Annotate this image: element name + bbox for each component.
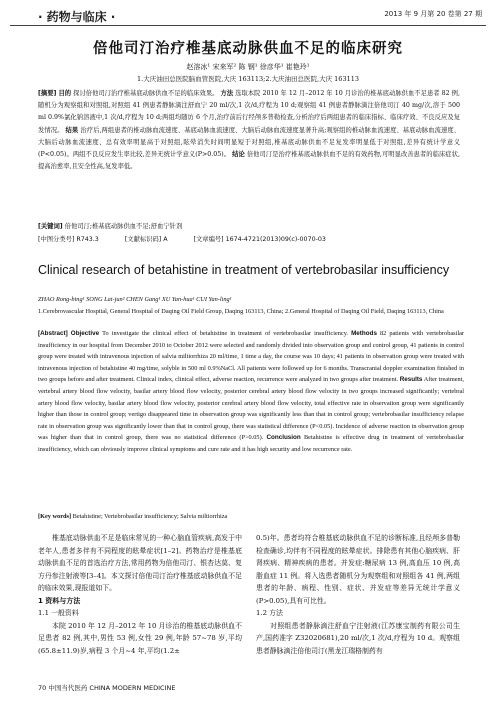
- section-heading: 1 资料与方法: [38, 596, 81, 605]
- en-conclusion-text: Betahistine is effective drug in treatment of vertebrobasilar insufficiency, which can obviously improve clinical symptoms and cure rate and it has high security and low recurrence rate.: [38, 434, 464, 453]
- en-abstract-label: [Abstract]: [38, 330, 68, 337]
- en-conclusion-label: Conclusion: [266, 434, 301, 442]
- english-abstract: [38, 328, 464, 456]
- chinese-keywords: [38, 221, 460, 230]
- abstract-label: [摘要]: [38, 90, 57, 97]
- subsection-heading: 1.2 方法: [256, 609, 283, 617]
- en-methods-text: 82 patients with vertebrobasilar insufficiency in our hospital from December 2010 to October 2012 were selected and randomly divided into observation group and control group, 41 patients in control group were treated with intravenous injection of salvia miltiorrhiza 20 ml/time, 1 time a day, the course was 10 days; 41 patients in observation group were treated with intravenous injection of betahistine 40 mg/time, solyble in 500 ml 0.9%NaCl. All patients were followed up for 6 months. Transcranial doppler examination finished in two groups before and after treatment. Clinical index, clinical effect, adverse reaction, recurrence were analyzed in two groups after treatment.: [38, 330, 464, 384]
- issue-info: 2013 年 9 月第 20 卷第 27 期: [384, 10, 482, 18]
- en-methods-label: Methods: [351, 330, 377, 337]
- result-text: 治疗后,两组患者的椎动脉血流速度、基底动脉血流速度、大脑后动脉血流速度显著升高;观察组的椎动脉血流速度、基底动脉血流速度、大脑后动脉血流速度、总有效率明显高于对照组,眩晕消失时间明显短于对照组,椎基底动脉供血不足复发率明显低于对照组,差异有统计学意义(P<0.05)。两组不良反应发生率比较,差异无统计学意义(P>0.05)。: [38, 126, 461, 159]
- document-code: [文献标识码] A: [124, 236, 168, 243]
- result-label: 结果: [65, 126, 79, 134]
- body-paragraph: 对照组患者静脉滴注舒血宁注射液(江苏康宝制药有限公司生产,国药准字 Z32020681),20 ml/次,1 次/d,疗程为 10 d。观察组患者静脉滴注倍他司汀(黑龙江瑞格制药有: [256, 621, 460, 655]
- clc-number: [中图分类号] R743.3: [38, 236, 99, 243]
- method-text: 选取本院 2010 年 12 月–2012 年 10 月诊治的椎基底动脉供血不足患者 82 例,随机分为观察组和对照组,对照组 41 例患者静脉滴注舒血宁 20 ml/次,1 次/d,疗程为 10 d;观察组 41 例患者静脉滴注倍他司汀 40 mg/次,溶于 500 ml 0.9%氯化钠溶液中,1 次/d,疗程为 10 d;两组均随访 6 个月,治疗前后行经颅多普勒检查,分析治疗后两组患者的临床指标、临床疗效、不良反应及复发情况。: [38, 90, 460, 134]
- article-number: [文章编号] 1674-4721(2013)09(c)-0070-03: [193, 236, 326, 243]
- bullet-icon: ·: [38, 10, 43, 24]
- journal-section-label: 药物与临床: [46, 10, 107, 24]
- method-label: 方法: [220, 90, 234, 97]
- conclusion-text: 倍他司汀是治疗椎基底动脉供血不足的有效药物,可明显改善患者的临床症状,提高治愈率,且安全性高,复发率低。: [38, 151, 460, 171]
- body-column-left: [38, 532, 242, 657]
- body-paragraph: 0.5)年。患者均符合椎基底动脉供血不足的诊断标准,且经颅多普勒检查确诊,均伴有不同程度的眩晕症状。排除患有其他心脑疾病、肝肾疾病、精神疾病的患者。并发症:糖尿病 13 例,高血压 10 例,高脂血症 11 例。将入选患者随机分为观察组和对照组各 41 例,两组患者的年龄、病程、性别、症状、并发症等差异无统计学意义(P>0.05),具有可比性。: [256, 534, 460, 605]
- en-results-label: Results: [399, 376, 423, 384]
- page-header: [0, 0, 496, 30]
- english-title: Clinical research of betahistine in treatment of vertebrobasilar insufficiency: [38, 263, 450, 277]
- subsection-heading: 1.1 一般资料: [38, 609, 79, 617]
- bullet-icon: ·: [106, 10, 116, 24]
- keywords-label: [关键词]: [38, 223, 63, 230]
- english-affiliation: 1.Cerebrovascular Hospital, General Hospital of Daqing Oil Field Group, Daqing 163113, China; 2.General Hospital of Daqing Oil Field, Daqing 163113, China: [38, 308, 444, 315]
- body-paragraph: 本院 2010 年 12 月–2012 年 10 月诊治的椎基底动脉供血不足患者 82 例,其中,男性 53 例,女性 29 例,年龄 57~78 岁,平均(65.8±11.9)岁,病程 3 个月~4 年,平均(1.2±: [38, 621, 242, 655]
- keywords-text: 倍他司汀;椎基底动脉供血不足;舒血宁针剂: [64, 223, 183, 230]
- author-list: 赵溶冰¹ 宋来军² 陈 钢¹ 徐彦华¹ 崔艳玲¹: [186, 63, 310, 71]
- classification-line: [38, 234, 460, 243]
- en-results-text: After treatment, vertebral artery blood flow velocity, basilar artery blood flow velocity, posterior cerebral artery blood flow velocity in two groups increased significantly; vertebral artery blood flow velocity, basilar artery blood flow velocity, posterior cerebral artery blood flow velocity, total effective rate in observation group were significantly higher than those in control group; vertigo disappeared time in observation group was significantly less than that in control group; vertebrobasilar insufficiency relapse rate in observation group was significantly lower than that in control group, there was statistical difference (P<0.05). Incidence of adverse reaction in observation group was higher than that in control group, there was no statistical difference (P>0.05).: [38, 376, 465, 442]
- affiliation: 1.大庆油田总医院脑血管医院,大庆 163113;2.大庆油田总医院,大庆 163113: [137, 75, 359, 83]
- intro-paragraph: 椎基底动脉供血不足是临床常见的一种心脑血管疾病,高发于中老年人,患者多伴有不同程度的眩晕症状[1–2]。药物治疗是椎基底动脉供血不足的首选治疗方法,常用药物为倍他司汀、银杏达莫、复方丹参注射液等[3–4]。本文探讨倍他司汀治疗椎基底动脉供血不足的临床效果,现报道如下。: [38, 534, 242, 592]
- en-keywords-label: [Key words]: [38, 513, 72, 520]
- conclusion-label: 结论: [232, 151, 245, 159]
- en-objective-text: To investigate the clinical effect of betahistine in treatment of vertebrobasilar insufficiency.: [102, 330, 349, 337]
- page-footer: 70 中国当代医药 CHINA MODERN MEDICINE: [38, 684, 176, 692]
- purpose-label: 目的: [58, 90, 72, 97]
- en-objective-label: Objective: [70, 330, 100, 337]
- chinese-abstract: [38, 88, 460, 173]
- header-rule: [10, 25, 486, 26]
- english-authors: ZHAO Rong-bing¹ SONG Lai-jun² CHEN Gang¹ XU Yan-hua¹ CUI Yan-ling¹: [38, 296, 232, 303]
- article-title: 倍他司汀治疗椎基底动脉供血不足的临床研究: [93, 41, 403, 57]
- journal-section-title: [38, 8, 119, 25]
- body-column-right: [256, 532, 460, 657]
- en-keywords-text: Betahistine; Vertebrobasilar insufficiency; Salvia miltiorrhiza: [72, 513, 228, 520]
- english-keywords: [38, 513, 464, 520]
- purpose-text: 探讨倍他司汀治疗椎基底动脉供血不足的临床效果。: [73, 90, 219, 97]
